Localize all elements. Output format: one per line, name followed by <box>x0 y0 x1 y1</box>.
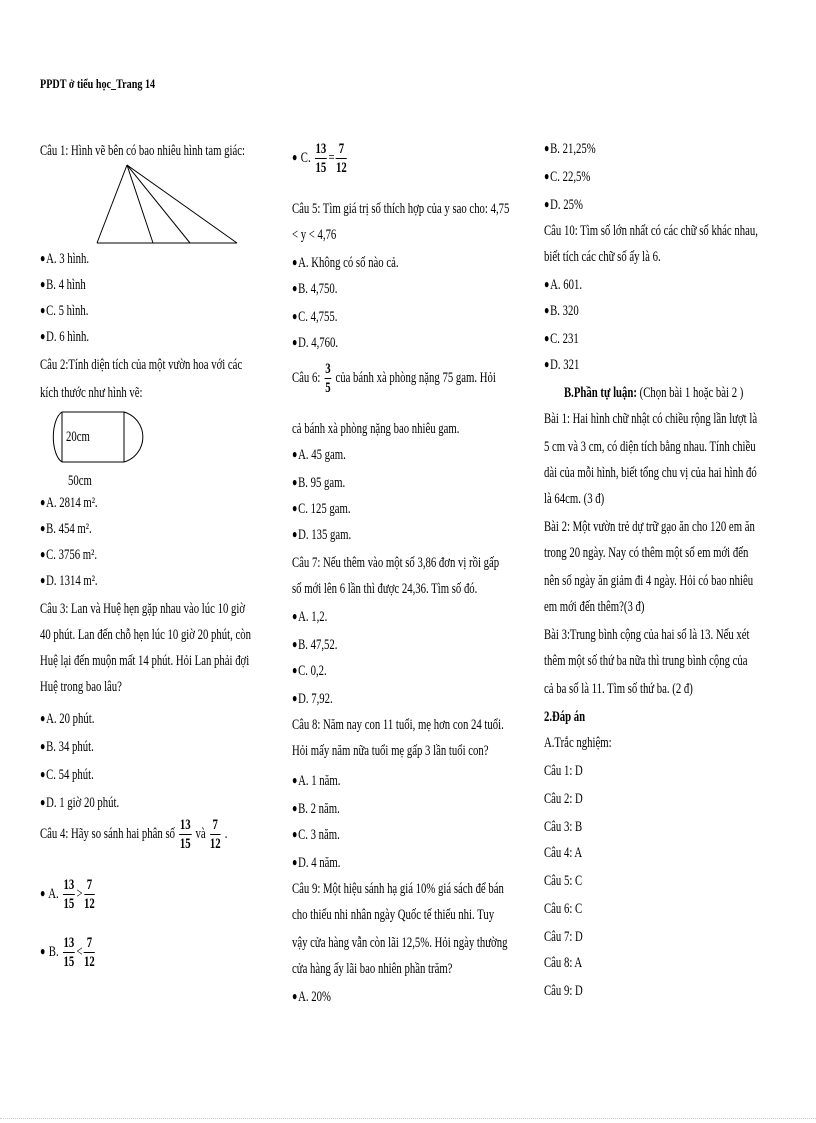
q1-option-a[interactable]: ● A. 3 hình. <box>40 250 89 268</box>
q7-option-b[interactable]: ● B. 47,52. <box>292 636 337 654</box>
q5-option-a[interactable]: ● A. Không có số nào cả. <box>292 254 399 272</box>
fraction-denominator: 12 <box>209 836 221 852</box>
question-6-line1 <box>292 360 496 397</box>
question-7-line1: Câu 7: Nếu thêm vào một số 3,86 đơn vị rồi gấp <box>292 555 500 571</box>
question-8-line2: Hỏi mấy năm nữa tuổi mẹ gấp 3 lần tuổi con? <box>292 743 489 759</box>
question-5-line2: < y < 4,76 <box>292 227 337 243</box>
q1-option-d[interactable]: ● D. 6 hình. <box>40 328 89 346</box>
bai-3-line2: thêm một số thứ ba nữa thì trung bình cộng của <box>544 653 748 669</box>
option-letter: B. <box>48 943 59 960</box>
q8-option-b[interactable]: ● B. 2 năm. <box>292 800 340 818</box>
fraction-numerator: 7 <box>84 876 95 895</box>
q9-option-c[interactable]: ● C. 22,5% <box>544 168 590 186</box>
q9-option-d[interactable]: ● D. 25% <box>544 196 583 214</box>
answer-4: Câu 4: A <box>544 845 583 861</box>
q1-option-c[interactable]: ● C. 5 hình. <box>40 302 88 320</box>
bai-3-line3: cả ba số là 11. Tìm số thứ ba. (2 đ) <box>544 681 693 697</box>
bai-3-line1: Bài 3:Trung bình cộng của hai số là 13. Nếu xét <box>544 627 750 643</box>
q7-option-c[interactable]: ● C. 0,2. <box>292 662 327 680</box>
q3-option-b[interactable]: ● B. 34 phút. <box>40 738 94 756</box>
question-3-line4: Huệ trong bao lâu? <box>40 679 122 695</box>
fraction-7-12 <box>336 140 347 177</box>
fraction-7-12 <box>84 876 95 913</box>
q6-option-b[interactable]: ● B. 95 gam. <box>292 474 345 492</box>
fraction-numerator: 13 <box>63 877 75 893</box>
answer-2: Câu 2: D <box>544 791 583 807</box>
option-letter: C. <box>300 149 311 166</box>
less-than-sign: < <box>76 943 83 960</box>
answer-3: Câu 3: B <box>544 819 583 835</box>
q7-option-d[interactable]: ● D. 7,92. <box>292 690 333 708</box>
q2-option-d[interactable]: ● D. 1314 m². <box>40 572 98 590</box>
fraction-numerator: 13 <box>179 817 191 833</box>
question-5-line1: Câu 5: Tìm giá trị số thích hợp của y sao cho: 4,75 <box>292 201 510 217</box>
fraction-denominator: 5 <box>325 380 331 396</box>
q7-option-a[interactable]: ● A. 1,2. <box>292 608 327 626</box>
fraction-13-15 <box>63 876 75 913</box>
question-2-line1: Câu 2:Tính diện tích của một vườn hoa với các <box>40 357 243 373</box>
equals-sign: = <box>328 149 335 166</box>
question-2-line2: kích thước như hình vẽ: <box>40 385 143 401</box>
fraction-7-12 <box>210 816 221 853</box>
q2-option-c[interactable]: ● C. 3756 m². <box>40 546 97 564</box>
fraction-denominator: 15 <box>315 160 327 176</box>
q6-option-a[interactable]: ● A. 45 gam. <box>292 446 346 464</box>
fraction-13-15 <box>63 934 75 971</box>
question-3-line2: 40 phút. Lan đến chỗ hẹn lúc 10 giờ 20 phút, còn <box>40 627 252 643</box>
bai-2-line3: nên số ngày ăn giảm đi 4 ngày. Hỏi có bao nhiêu <box>544 573 754 589</box>
fraction-denominator: 12 <box>336 160 347 176</box>
figure-label-50cm: 50cm <box>68 473 92 489</box>
question-9-line3: vậy cửa hàng vẫn còn lãi 12,5%. Hỏi ngày thường <box>292 935 508 951</box>
q9-option-a[interactable]: ● A. 20% <box>292 988 331 1006</box>
fraction-numerator: 7 <box>210 816 221 835</box>
q8-option-a[interactable]: ● A. 1 năm. <box>292 772 340 790</box>
question-3-line1: Câu 3: Lan và Huệ hẹn gặp nhau vào lúc 10 giờ <box>40 601 246 617</box>
fraction-numerator: 13 <box>315 141 327 157</box>
fraction-denominator: 15 <box>63 896 75 912</box>
q4-option-b[interactable] <box>40 934 96 971</box>
page-bottom-divider <box>0 1118 816 1119</box>
question-10-line1: Câu 10: Tìm số lớn nhất có các chữ số khác nhau, <box>544 223 758 239</box>
question-4 <box>40 816 227 853</box>
question-6-text: của bánh xà phòng nặng 75 gam. Hỏi <box>335 369 496 386</box>
q4-option-a[interactable] <box>40 876 96 913</box>
q6-option-d[interactable]: ● D. 135 gam. <box>292 526 351 544</box>
q4-option-c[interactable] <box>292 140 348 177</box>
fraction-denominator: 12 <box>84 896 95 912</box>
q10-option-b[interactable]: ● B. 320 <box>544 302 579 320</box>
part-b-note: (Chọn bài 1 hoặc bài 2 ) <box>636 385 744 401</box>
part-b-heading <box>564 384 743 402</box>
bai-2-line2: trong 20 ngày. Nay có thêm một số em mới đến <box>544 545 749 561</box>
q10-option-d[interactable]: ● D. 321 <box>544 356 579 374</box>
q3-option-a[interactable]: ● A. 20 phút. <box>40 710 94 728</box>
period-text: . <box>224 825 228 842</box>
q1-option-b[interactable]: ● B. 4 hình <box>40 276 86 294</box>
bai-1-line2: 5 cm và 3 cm, có diện tích bằng nhau. Tính chiều <box>544 439 756 455</box>
bai-2-line1: Bài 2: Một vườn trẻ dự trữ gạo ăn cho 120 em ăn <box>544 519 755 535</box>
bai-1-line1: Bài 1: Hai hình chữ nhật có chiều rộng lần lượt là <box>544 411 758 427</box>
option-letter: A. <box>48 885 59 902</box>
question-6-line2: cả bánh xà phòng nặng bao nhiêu gam. <box>292 421 460 437</box>
answer-8: Câu 8: A <box>544 955 583 971</box>
page-header: PPDT ở tiểu học_Trang 14 <box>40 76 156 91</box>
q6-option-c[interactable]: ● C. 125 gam. <box>292 500 351 518</box>
q10-option-c[interactable]: ● C. 231 <box>544 330 579 348</box>
bai-1-line4: là 64cm. (3 đ) <box>544 491 605 507</box>
bai-1-line3: dài của mỗi hình, biết tổng chu vị của hai hình đó <box>544 465 757 481</box>
answer-5: Câu 5: C <box>544 873 583 889</box>
question-9-line1: Câu 9: Một hiệu sánh hạ giá 10% giá sách để bán <box>292 881 504 897</box>
q8-option-d[interactable]: ● D. 4 năm. <box>292 854 340 872</box>
question-6-label: Câu 6: <box>292 369 321 386</box>
question-8-line1: Câu 8: Năm nay con 11 tuổi, mẹ hơn con 24 tuổi. <box>292 717 504 733</box>
answer-6: Câu 6: C <box>544 901 583 917</box>
question-3-line3: Huệ lại đến muộn mất 14 phút. Hỏi Lan phải đợi <box>40 653 250 669</box>
fraction-denominator: 12 <box>84 954 95 970</box>
q2-option-a[interactable]: ● A. 2814 m². <box>40 494 98 512</box>
greater-than-sign: > <box>76 885 83 902</box>
q5-option-b[interactable]: ● B. 4,750. <box>292 280 337 298</box>
figure-label-20cm: 20cm <box>66 429 90 445</box>
bai-2-line4: em mới đến thêm?(3 đ) <box>544 599 645 615</box>
triangle-figure <box>95 163 295 248</box>
conjunction-text: và <box>195 825 206 842</box>
fraction-13-15 <box>179 816 191 853</box>
fraction-numerator: 3 <box>325 361 331 377</box>
question-10-line2: biết tích các chữ số ấy là 6. <box>544 249 661 265</box>
answer-heading: 2.Đáp án <box>544 709 586 725</box>
fraction-numerator: 7 <box>336 140 347 159</box>
question-9-line2: cho thiếu nhi nhân ngày Quốc tế thiếu nhi. Tuy <box>292 907 495 923</box>
fraction-denominator: 15 <box>179 836 191 852</box>
q3-option-c[interactable]: ● C. 54 phút. <box>40 766 94 784</box>
fraction-denominator: 15 <box>63 954 75 970</box>
answer-9: Câu 9: D <box>544 983 583 999</box>
q5-option-d[interactable]: ● D. 4,760. <box>292 334 338 352</box>
fraction-numerator: 7 <box>84 934 95 953</box>
q3-option-d[interactable]: ● D. 1 giờ 20 phút. <box>40 794 119 812</box>
q2-option-b[interactable]: ● B. 454 m². <box>40 520 92 538</box>
part-b-title: B.Phần tự luận: <box>564 385 637 401</box>
fraction-7-12 <box>84 934 95 971</box>
q5-option-c[interactable]: ● C. 4,755. <box>292 308 337 326</box>
fraction-3-5 <box>324 360 331 397</box>
q10-option-a[interactable]: ● A. 601. <box>544 276 582 294</box>
question-9-line4: cửa hàng ấy lãi bao nhiên phần trăm? <box>292 961 453 977</box>
q8-option-c[interactable]: ● C. 3 năm. <box>292 826 340 844</box>
fraction-13-15 <box>315 140 327 177</box>
fraction-numerator: 13 <box>63 935 75 951</box>
question-7-line2: số mới lên 6 lần thì được 24,36. Tìm số đó. <box>292 581 478 597</box>
question-4-text: Câu 4: Hãy so sánh hai phân số <box>40 825 176 842</box>
answer-7: Câu 7: D <box>544 929 583 945</box>
answer-subheading: A.Trắc nghiệm: <box>544 735 612 751</box>
q9-option-b[interactable]: ● B. 21,25% <box>544 140 596 158</box>
answer-1: Câu 1: D <box>544 763 583 779</box>
question-1: Câu 1: Hình vẽ bên có bao nhiêu hình tam giác: <box>40 143 246 159</box>
